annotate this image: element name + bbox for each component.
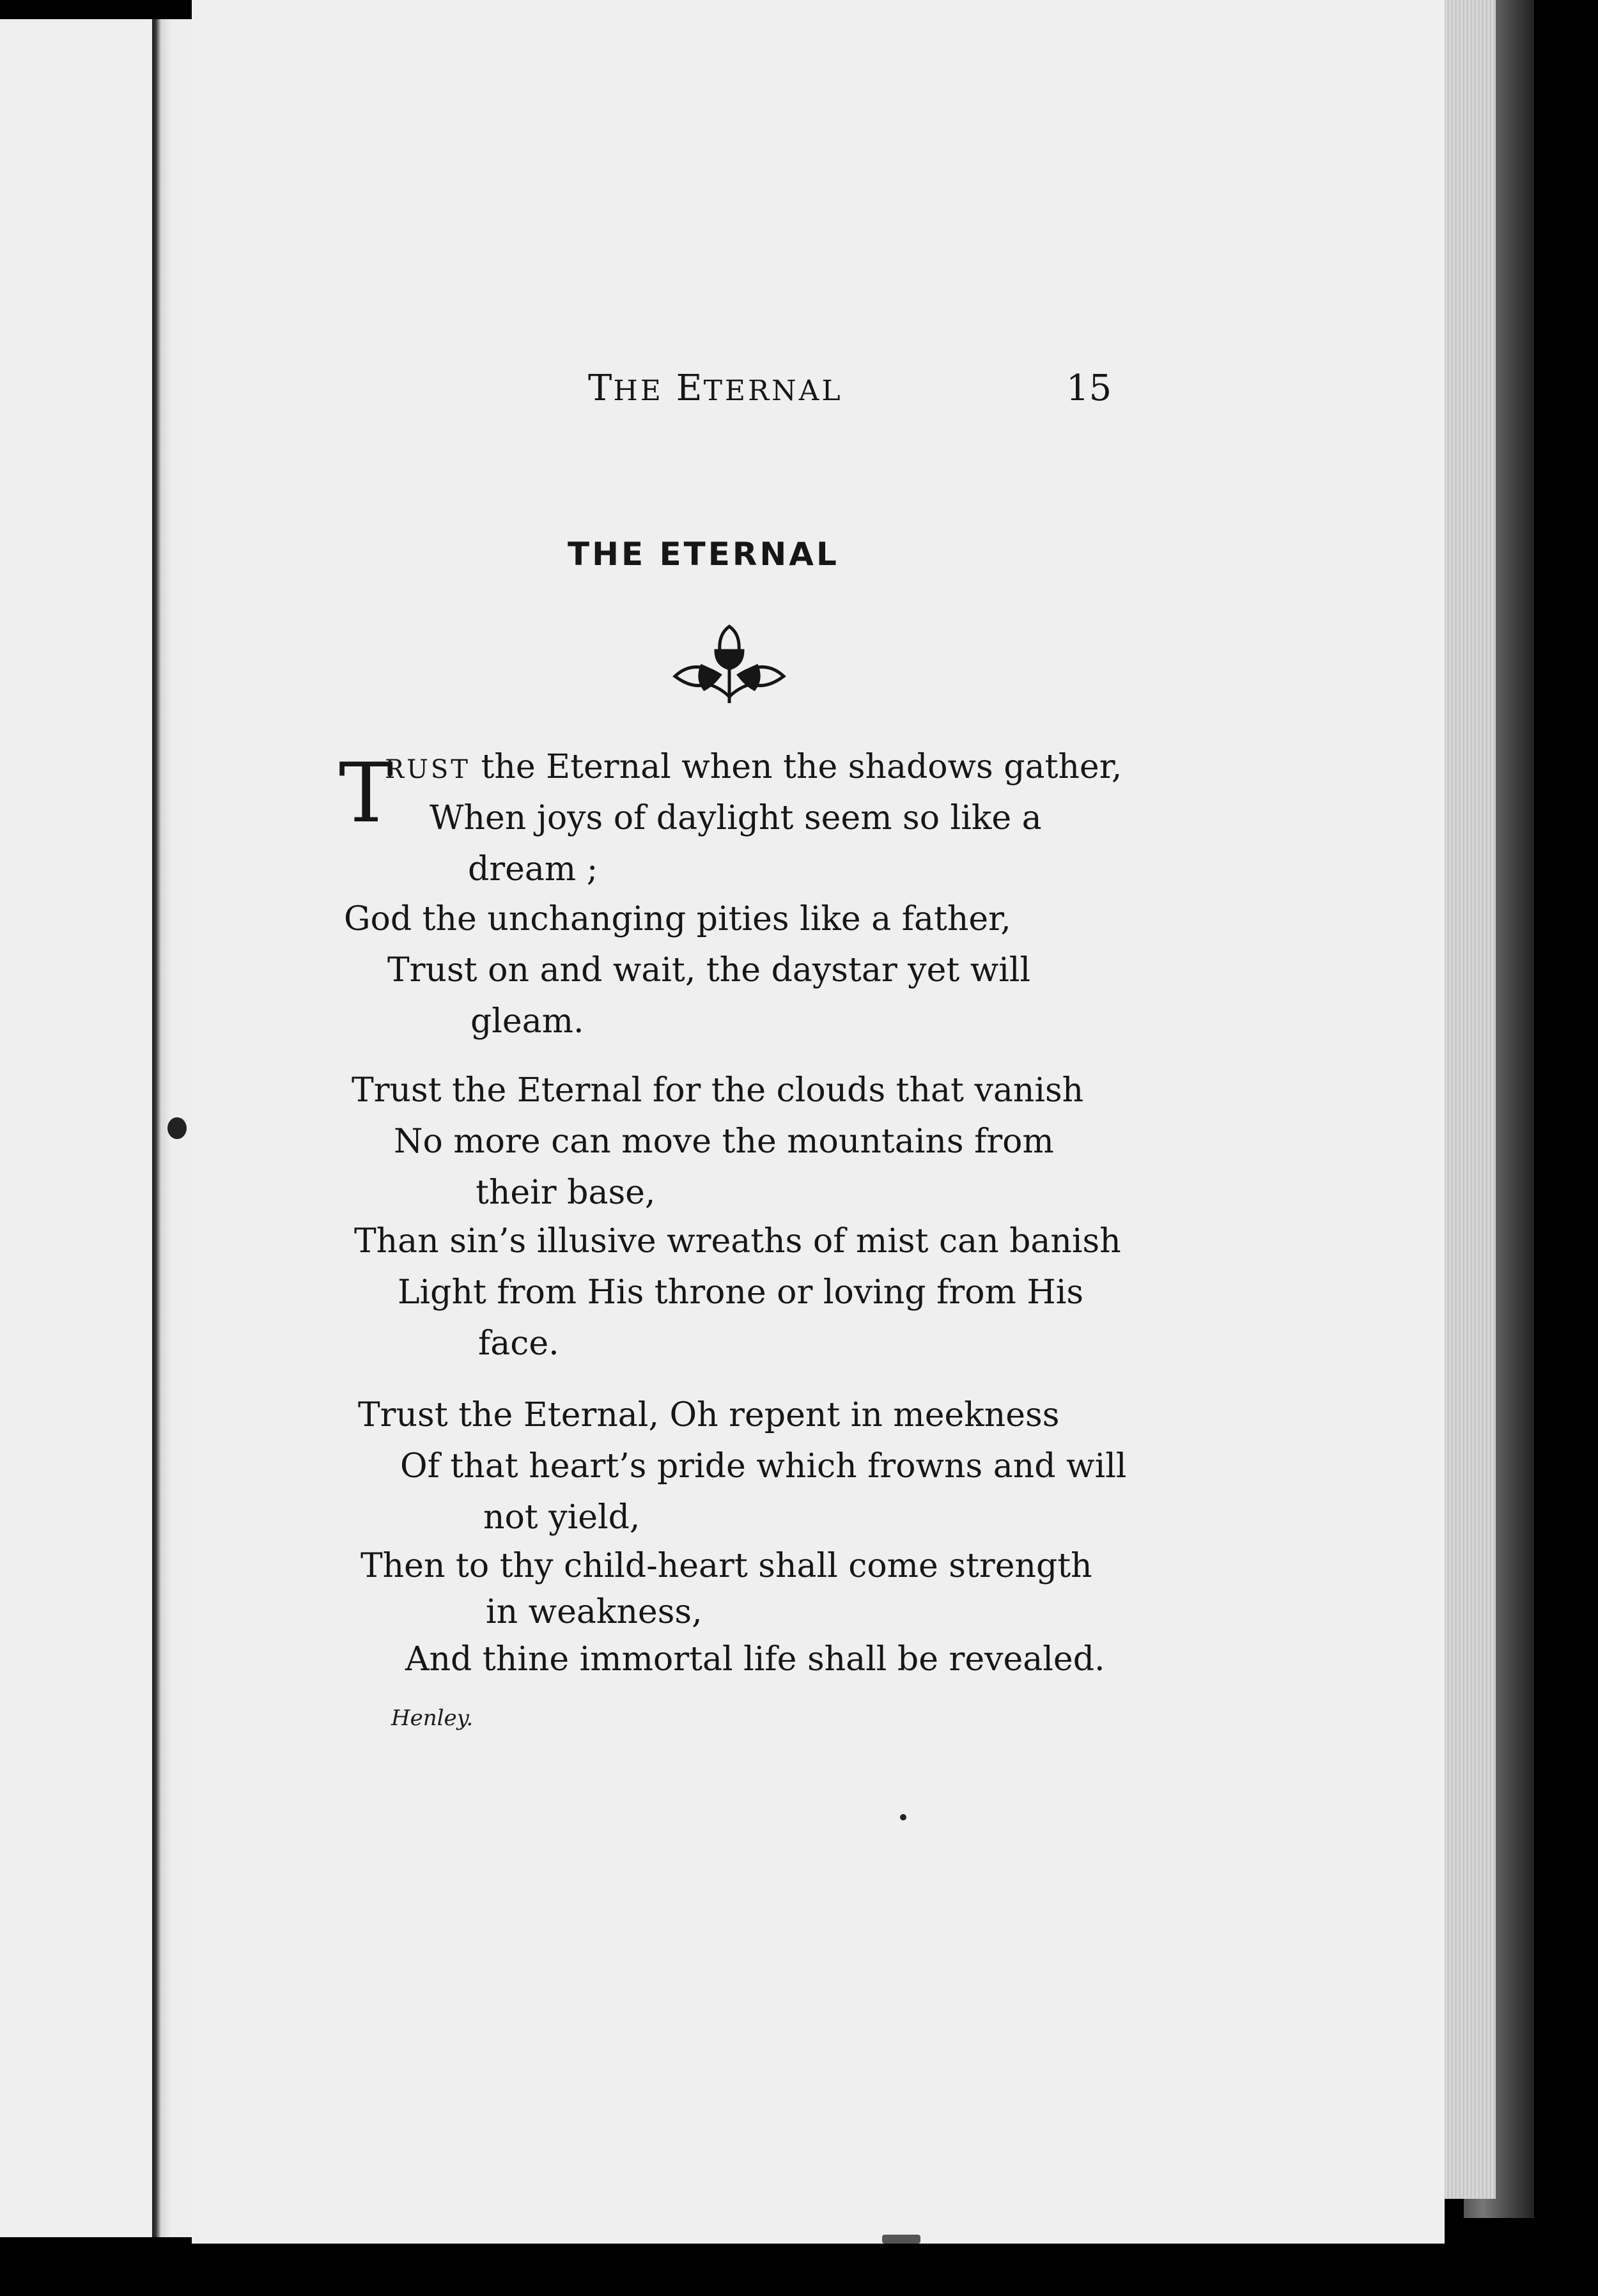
poem-title: THE ETERNAL — [568, 536, 839, 573]
running-head-rest-2: TERNAL — [703, 375, 843, 407]
stanza-1-line-5: Trust on and wait, the daystar yet will — [387, 951, 1031, 989]
acorn-ornament-icon — [669, 620, 790, 716]
stanza-2-line-5: Light from His throne or loving from His — [398, 1273, 1084, 1312]
stanza-3-line-3: not yield, — [483, 1498, 640, 1537]
stanza-3-line-2: Of that heart’s pride which frowns and will — [400, 1447, 1127, 1485]
drop-cap: T — [339, 746, 394, 841]
scan-speck — [882, 2235, 920, 2244]
left-page — [0, 19, 152, 2237]
stanza-1-line-3: dream ; — [468, 850, 598, 888]
scan-speck — [167, 1117, 187, 1139]
right-page — [192, 0, 1445, 2244]
stanza-2-line-2: No more can move the mountains from — [394, 1122, 1054, 1161]
stanza-2-line-3: their base, — [476, 1174, 656, 1212]
stanza-1-line-4: God the unchanging pities like a father, — [344, 900, 1011, 938]
stanza-2-line-1: Trust the Eternal for the clouds that vanish — [352, 1071, 1084, 1110]
running-head-initial-2: E — [676, 368, 704, 409]
stanza-2-line-6: face. — [478, 1324, 559, 1363]
stanza-1-line-1-text: the Eternal when the shadows gather, — [470, 748, 1122, 786]
running-head — [588, 368, 843, 409]
stanza-3-line-5: in weakness, — [486, 1593, 702, 1631]
stanza-3-line-1: Trust the Eternal, Oh repent in meekness — [358, 1396, 1060, 1434]
page-number: 15 — [1066, 368, 1112, 409]
running-head-rest-1: HE — [613, 375, 663, 407]
stanza-1-line-1 — [385, 748, 1122, 786]
stanza-2-line-4: Than sin’s illusive wreaths of mist can banish — [354, 1222, 1121, 1260]
stanza-3-line-6: And thine immortal life shall be revealed. — [405, 1640, 1105, 1679]
stanza-3-line-4: Then to thy child-heart shall come strength — [361, 1547, 1092, 1585]
scan-speck — [900, 1814, 906, 1820]
page-edges — [1445, 0, 1496, 2199]
stanza-1-line-2: When joys of daylight seem so like a — [430, 799, 1042, 837]
first-word-small-caps: RUST — [385, 755, 470, 784]
stanza-1-line-6: gleam. — [470, 1002, 584, 1041]
poem-author: Henley. — [391, 1705, 474, 1731]
running-head-initial-1: T — [588, 368, 614, 409]
